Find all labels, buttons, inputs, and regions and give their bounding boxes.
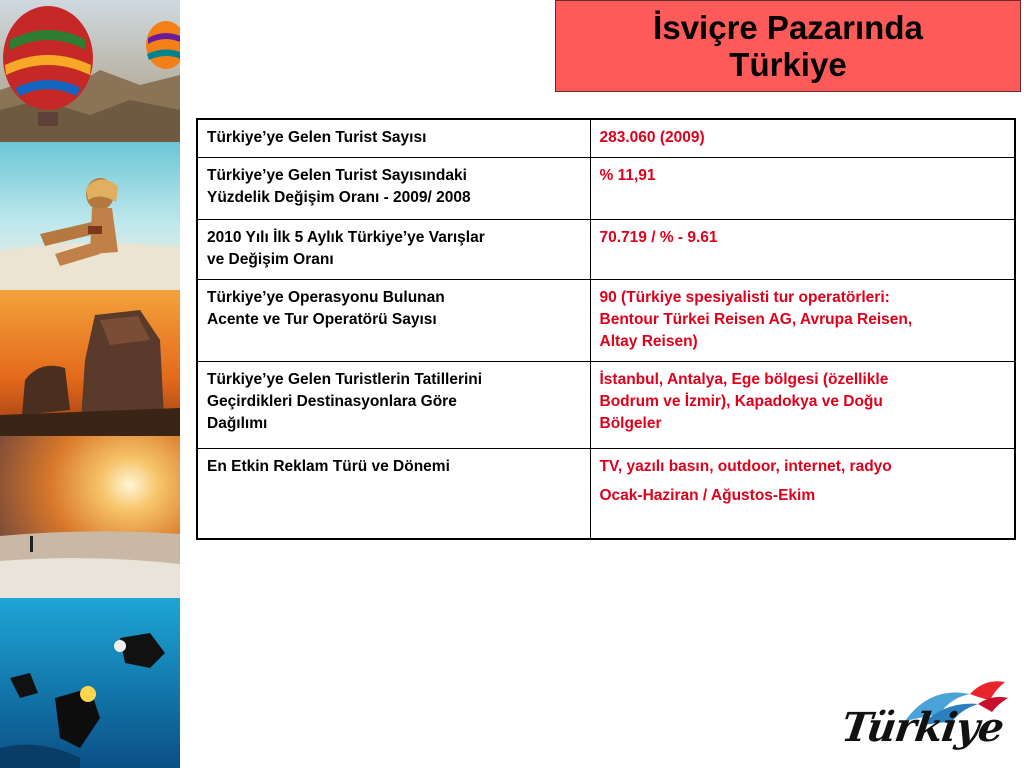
row-value	[590, 362, 1015, 449]
label-line: 2010 Yılı İlk 5 Aylık Türkiye’ye Varışlar	[207, 229, 485, 246]
title-box	[555, 0, 1021, 92]
label-line: Türkiye’ye Operasyonu Bulunan	[207, 289, 445, 306]
table-row	[197, 362, 1015, 449]
label-line: Türkiye’ye Gelen Turist Sayısındaki	[207, 167, 467, 184]
row-value	[590, 220, 1015, 280]
row-label	[197, 119, 590, 158]
row-label	[197, 220, 590, 280]
value-line: 90 (Türkiye spesiyalisti tur operatörleri:	[599, 289, 890, 306]
info-table	[196, 118, 1016, 540]
sunset-beach-photo	[0, 436, 180, 598]
value-line: Bentour Türkei Reisen AG, Avrupa Reisen,	[599, 311, 913, 328]
label-line: En Etkin Reklam Türü ve Dönemi	[207, 458, 450, 475]
stone-statue-heads-photo	[0, 290, 180, 436]
title-line-1: İsviçre Pazarında	[653, 9, 923, 46]
turkiye-logo	[840, 676, 1010, 762]
hot-air-balloons-photo	[0, 0, 180, 142]
label-line: Yüzdelik Değişim Oranı - 2009/ 2008	[207, 189, 471, 206]
row-label	[197, 158, 590, 220]
row-label	[197, 449, 590, 539]
photo-strip	[0, 0, 180, 768]
label-line: Türkiye’ye Gelen Turist Sayısı	[207, 129, 427, 146]
table-row	[197, 220, 1015, 280]
value-line: Altay Reisen)	[599, 333, 698, 350]
label-line: Türkiye’ye Gelen Turistlerin Tatillerini	[207, 371, 483, 388]
logo-text: Türkiye	[838, 704, 1007, 751]
beach-woman-photo	[0, 142, 180, 290]
label-line: ve Değişim Oranı	[207, 251, 334, 268]
label-line: Acente ve Tur Operatörü Sayısı	[207, 311, 437, 328]
row-value	[590, 280, 1015, 362]
value-line: TV, yazılı basın, outdoor, internet, radyo	[599, 458, 892, 475]
table-row	[197, 158, 1015, 220]
row-value	[590, 119, 1015, 158]
table-row	[197, 119, 1015, 158]
label-line: Geçirdikleri Destinasyonlara Göre	[207, 393, 457, 410]
row-value	[590, 449, 1015, 539]
label-line: Dağılımı	[207, 415, 268, 432]
row-label	[197, 280, 590, 362]
row-value	[590, 158, 1015, 220]
scuba-divers-photo	[0, 598, 180, 768]
value-line: Bölgeler	[599, 415, 662, 432]
value-line: 70.719 / % - 9.61	[599, 229, 718, 246]
title-line-2: Türkiye	[729, 46, 847, 83]
value-line: % 11,91	[599, 167, 656, 184]
row-label	[197, 362, 590, 449]
value-line: Bodrum ve İzmir), Kapadokya ve Doğu	[599, 393, 883, 410]
table-row	[197, 280, 1015, 362]
value-line: Ocak-Haziran / Ağustos-Ekim	[599, 487, 816, 504]
value-line: İstanbul, Antalya, Ege bölgesi (özellikle	[599, 371, 889, 388]
value-line: 283.060 (2009)	[599, 129, 705, 146]
table-row	[197, 449, 1015, 539]
